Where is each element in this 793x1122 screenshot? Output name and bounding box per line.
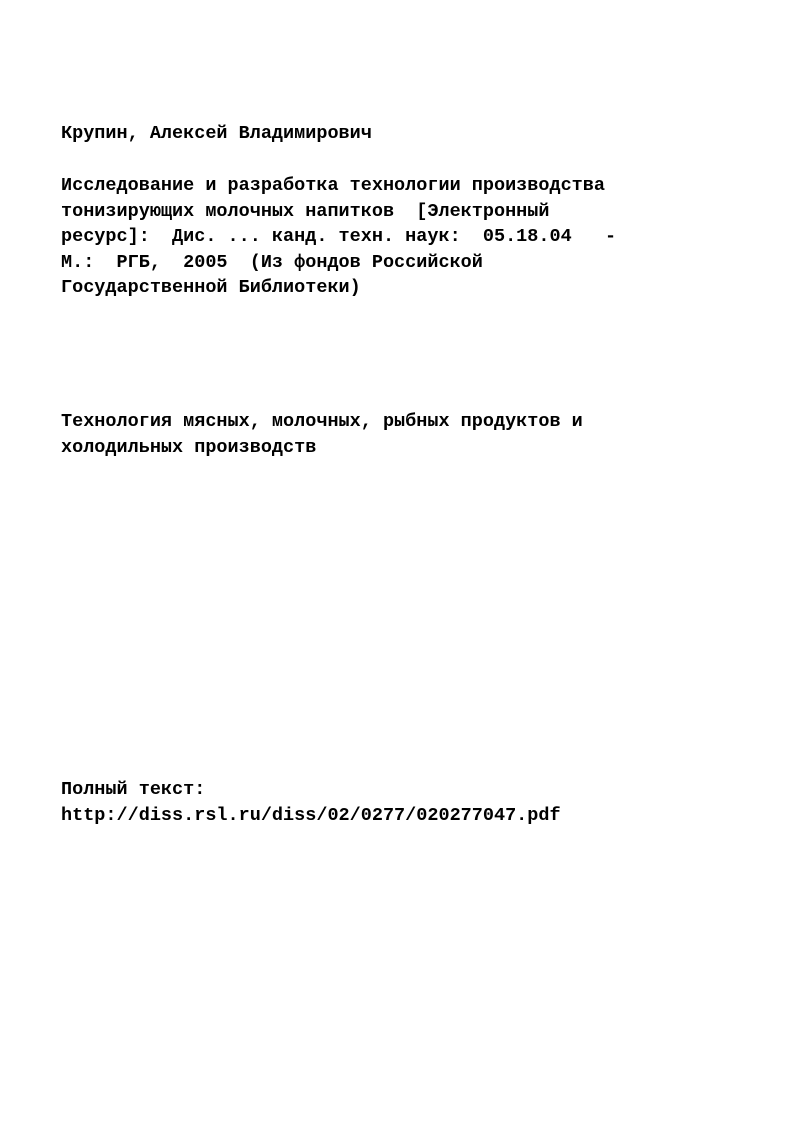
- bibliographic-description: [61, 173, 616, 301]
- fulltext-label: Полный текст:: [61, 779, 206, 800]
- fulltext-section: [61, 777, 561, 828]
- description-line: Государственной Библиотеки): [61, 277, 361, 298]
- fulltext-url[interactable]: http://diss.rsl.ru/diss/02/0277/020277047.pdf: [61, 804, 561, 826]
- description-line: тонизирующих молочных напитков [Электронный: [61, 200, 550, 222]
- specialty-line: холодильных производств: [61, 436, 317, 458]
- specialty-line: Технология мясных, молочных, рыбных продуктов и: [61, 411, 583, 432]
- specialty-name: [61, 409, 583, 460]
- description-line: М.: РГБ, 2005 (Из фондов Российской: [61, 251, 483, 273]
- author-name: Крупин, Алексей Владимирович: [61, 123, 372, 144]
- description-line: Исследование и разработка технологии производства: [61, 175, 605, 196]
- description-line: ресурс]: Дис. ... канд. техн. наук: 05.18.04 -: [61, 226, 617, 247]
